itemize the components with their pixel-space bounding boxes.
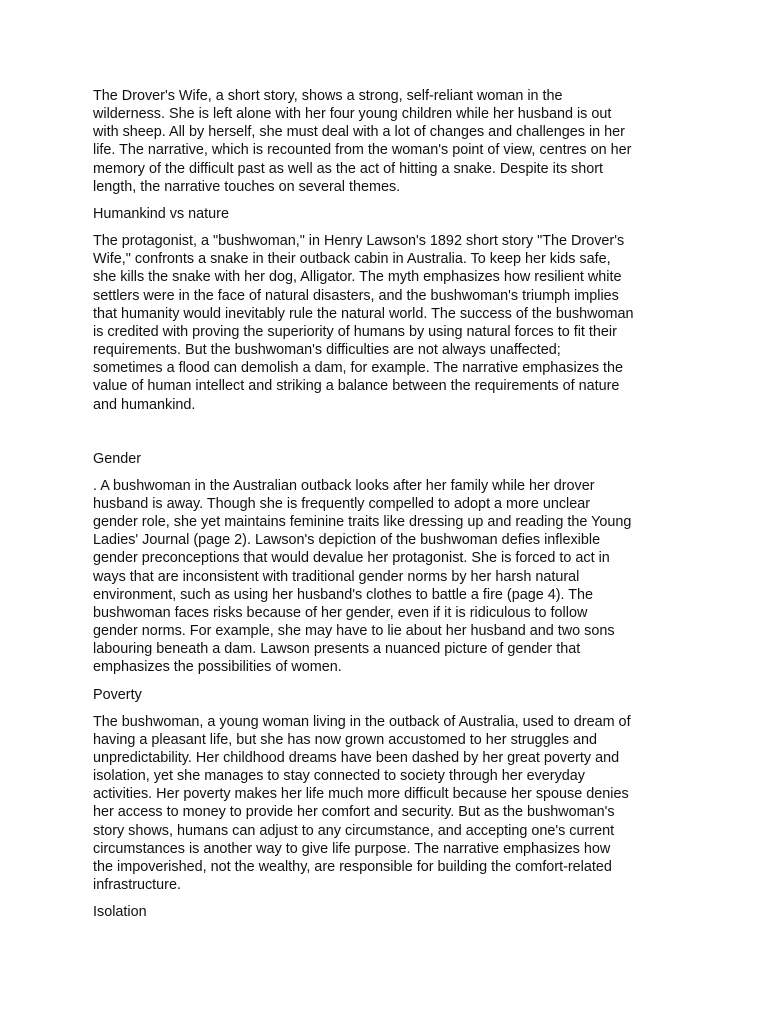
- section-heading-poverty: Poverty: [93, 686, 142, 703]
- section-heading-isolation: Isolation: [93, 904, 147, 921]
- intro-paragraph: The Drover's Wife, a short story, shows a strong, self-reliant woman in the wilderness. She is left alone with her four young children while her husband is out with sheep. All by herself, she must deal with a lot of changes and challenges in her life. The narrative, which is recounted from the woman's point of view, centres on her memory of the difficult past as well as the act of hitting a snake. Despite its short length, the narrative touches on several themes.: [93, 88, 632, 195]
- section-body-humankind-vs-nature: The protagonist, a "bushwoman," in Henry Lawson's 1892 short story "The Drover's Wife," confronts a snake in their outback cabin in Australia. To keep her kids safe, she kills the snake with her dog, Alligator. The myth emphasizes how resilient white settlers were in the face of natural disasters, and the bushwoman's triumph implies that humanity would inevitably rule the natural world. The success of the bushwoman is credited with proving the superiority of humans by using natural forces to fit their requirements. But the bushwoman's difficulties are not always unaffected; sometimes a flood can demolish a dam, for example. The narrative emphasizes the value of human intellect and striking a balance between the requirements of nature and humankind.: [93, 233, 634, 413]
- section-heading-gender: Gender: [93, 450, 141, 467]
- section-body-poverty: The bushwoman, a young woman living in the outback of Australia, used to dream of having a pleasant life, but she has now grown accustomed to her struggles and unpredictability. Her childhood dreams have been dashed by her great poverty and isolation, yet she manages to stay connected to society through her everyday activities. Her poverty makes her life much more difficult because her spouse denies her access to money to provide her comfort and security. But as the bushwoman's story shows, humans can adjust to any circumstance, and accepting one's current circumstances is another way to give life purpose. The narrative emphasizes how the impoverished, not the wealthy, are responsible for building the comfort-related infrastructure.: [93, 713, 631, 894]
- document-body: [93, 87, 683, 921]
- section-heading-humankind-vs-nature: Humankind vs nature: [93, 205, 229, 222]
- section-body-gender: . A bushwoman in the Australian outback looks after her family while her drover husband is away. Though she is frequently compelled to adopt a more unclear gender role, she yet maintains feminine traits like dressing up and reading the Young Ladies' Journal (page 2). Lawson's depiction of the bushwoman defies inflexible gender preconceptions that would devalue her protagonist. She is forced to act in ways that are inconsistent with traditional gender norms by her harsh natural environment, such as using her husband's clothes to battle a fire (page 4). The bushwoman faces risks because of her gender, even if it is ridiculous to follow gender norms. For example, she may have to lie about her husband and two sons labouring beneath a dam. Lawson presents a nuanced picture of gender that emphasizes the possibilities of women.: [93, 477, 632, 676]
